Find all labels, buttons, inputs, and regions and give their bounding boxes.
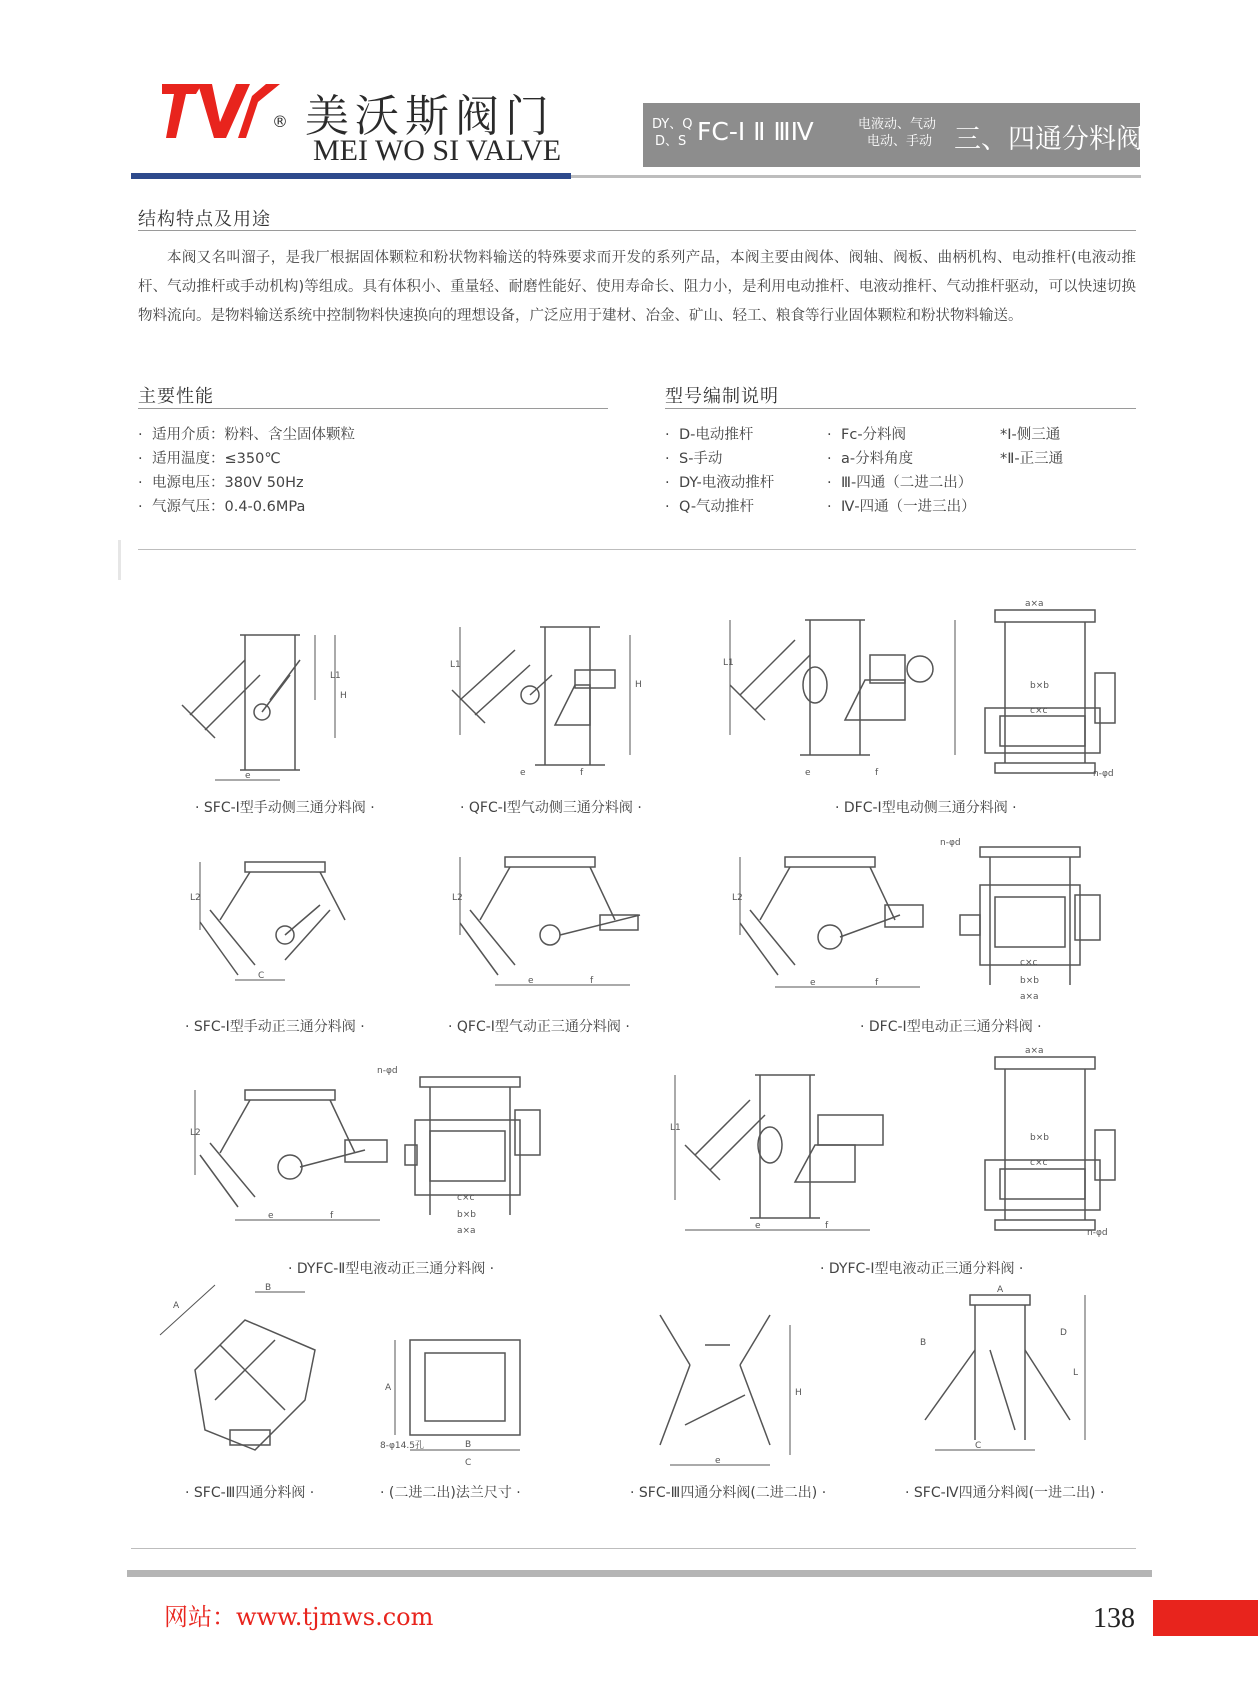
caption-dyfc-ii-front: · DYFC-Ⅱ型电液动正三通分料阀 ·	[288, 1261, 495, 1277]
list-item: · Fc-分料阀	[827, 427, 907, 443]
dfc-i-side-electric-endview	[975, 598, 1125, 783]
tvr-logo	[162, 82, 280, 140]
dyfc-i-endview	[975, 1045, 1125, 1240]
sfc-iii-4way-2in2out-drawing	[630, 1285, 810, 1485]
brand-name-cn: 美沃斯阀门	[305, 91, 555, 142]
list-item: · S-手动	[665, 451, 723, 467]
caption-sfc-i-front: · SFC-Ⅰ型手动正三通分料阀 ·	[185, 1019, 365, 1035]
dim-bxb: b×b	[1030, 681, 1049, 691]
dim-c: C	[258, 971, 265, 981]
dfc-i-front-electric-endview	[935, 835, 1105, 1015]
caption-flange: · (二进二出)法兰尺寸 ·	[380, 1485, 521, 1501]
sfc-iv-4way-1in2out-drawing	[905, 1280, 1095, 1480]
dim-e: e	[245, 771, 251, 781]
dim-e: e	[268, 1211, 274, 1221]
dim-cxc: c×c	[1020, 958, 1038, 968]
dim-axa: a×a	[1025, 1046, 1044, 1056]
list-item: · 适用温度：≤350℃	[138, 451, 281, 467]
title-prefix-bottom: D、S	[655, 134, 687, 149]
dyfc-ii-front-electrohydraulic-drawing	[190, 1075, 400, 1235]
dim-l2: L2	[452, 893, 463, 903]
model-col1	[665, 423, 774, 519]
dim-b: B	[920, 1338, 927, 1348]
page-tab-red	[1153, 1600, 1258, 1636]
title-model: FC-Ⅰ Ⅱ ⅢⅣ	[697, 117, 814, 146]
list-item: · Q-气动推杆	[665, 499, 755, 515]
dim-axa: a×a	[1020, 992, 1039, 1002]
dim-f: f	[590, 976, 594, 986]
qfc-i-front-pneumatic-drawing	[450, 845, 650, 1005]
qfc-i-side-pneumatic-drawing	[440, 615, 660, 785]
caption-sfc-iii-2in2out: · SFC-Ⅲ四通分料阀(二进二出) ·	[630, 1485, 827, 1501]
dfc-i-front-electric-drawing	[730, 845, 940, 1005]
performance-list	[138, 423, 355, 519]
header-rule-blue	[131, 173, 571, 179]
list-item: · 电源电压：380V 50Hz	[138, 475, 304, 491]
dim-l2: L2	[190, 893, 201, 903]
caption-dfc-i-side: · DFC-Ⅰ型电动侧三通分料阀 ·	[835, 800, 1017, 816]
list-item: · 气源气压：0.4-0.6MPa	[138, 499, 306, 515]
dim-l2: L2	[732, 893, 743, 903]
dim-bxb: b×b	[1030, 1133, 1049, 1143]
dim-nd: n-φd	[1093, 769, 1114, 779]
dim-axa: a×a	[457, 1226, 476, 1236]
list-item: · 适用介质：粉料、含尘固体颗粒	[138, 427, 355, 443]
dim-d: D	[1060, 1328, 1067, 1338]
structure-paragraph: 本阀又名叫溜子，是我厂根据固体颗粒和粉状物料输送的特殊要求而开发的系列产品，本阀主要由阀体、阀轴、阀板、曲柄机构、电动推杆(电液动推杆、气动推杆或手动机构)等组成。具有体积小、重量轻、耐磨性能好、使用寿命长、阻力小，是利用电动推杆、电液动推杆、气动推杆驱动，可以快速切换物料流向。是物料输送系统中控制物料快速换向的理想设备，广泛应用于建材、冶金、矿山、轻工、粮食等行业固体颗粒和粉状物料输送。	[138, 250, 1136, 324]
performance-title: 主要性能	[138, 386, 214, 407]
dim-h: H	[635, 680, 642, 690]
model-rule	[665, 408, 1136, 409]
list-item: · DY-电液动推杆	[665, 475, 775, 491]
dim-nd: n-φd	[940, 838, 961, 848]
performance-rule	[138, 408, 608, 409]
website-link[interactable]: 网站：www.tjmws.com	[164, 1603, 434, 1631]
sfc-i-side-manual-drawing	[180, 620, 380, 790]
dim-bxb: b×b	[457, 1210, 476, 1220]
dim-l1: L1	[670, 1123, 681, 1133]
caption-dyfc-i-side: · DYFC-Ⅰ型电液动正三通分料阀 ·	[820, 1261, 1024, 1277]
dim-cxc: c×c	[1030, 706, 1048, 716]
dim-l2: L2	[190, 1128, 201, 1138]
dim-a: A	[997, 1285, 1004, 1295]
dim-f: f	[330, 1211, 334, 1221]
flange-dimension-drawing	[375, 1325, 535, 1475]
dim-e: e	[528, 976, 534, 986]
dfc-i-side-electric-drawing	[720, 605, 980, 785]
dim-holes: 8-φ14.5孔	[380, 1441, 424, 1451]
sfc-i-front-manual-drawing	[190, 850, 370, 1000]
dim-bxb: b×b	[1020, 976, 1039, 986]
list-item: · Ⅲ-四通（二进二出）	[827, 475, 973, 491]
structure-rule	[138, 230, 1136, 231]
title-name: 三、四通分料阀	[954, 124, 1143, 155]
dim-e: e	[755, 1221, 761, 1231]
product-title-box	[643, 103, 1143, 167]
brand-name-en: MEI WO SI VALVE	[313, 134, 562, 167]
dim-c: C	[975, 1441, 982, 1451]
caption-qfc-i-side: · QFC-Ⅰ型气动侧三通分料阀 ·	[460, 800, 642, 816]
title-drive-bottom: 电动、手动	[867, 134, 933, 149]
list-item: *Ⅰ-侧三通	[1000, 427, 1061, 443]
model-col2	[827, 423, 976, 519]
dim-f: f	[580, 768, 584, 778]
bottom-rule	[131, 1548, 1136, 1549]
list-item: *Ⅱ-正三通	[1000, 451, 1064, 467]
dim-cxc: c×c	[1030, 1158, 1048, 1168]
dim-a: A	[385, 1383, 392, 1393]
header-rule-gray	[571, 175, 1141, 178]
dim-e: e	[520, 768, 526, 778]
list-item: · a-分料角度	[827, 451, 914, 467]
dim-h: H	[340, 691, 347, 701]
registered-mark: ®	[272, 112, 288, 131]
title-prefix-top: DY、Q	[652, 117, 693, 132]
dim-e: e	[805, 768, 811, 778]
dim-f: f	[875, 978, 879, 988]
model-title: 型号编制说明	[665, 386, 779, 407]
dim-l1: L1	[723, 658, 734, 668]
dim-e: e	[715, 1456, 721, 1466]
dyfc-ii-endview	[375, 1065, 555, 1240]
dim-c: C	[465, 1458, 472, 1468]
margin-mark	[118, 540, 121, 580]
dim-nd: n-φd	[377, 1066, 398, 1076]
dim-l1: L1	[450, 660, 461, 670]
footer-bar	[127, 1570, 1152, 1577]
dim-a: A	[173, 1301, 180, 1311]
page-number: 138	[1093, 1603, 1135, 1634]
caption-sfc-iii: · SFC-Ⅲ四通分料阀 ·	[185, 1485, 315, 1501]
model-col3	[1000, 423, 1063, 471]
dim-cxc: c×c	[457, 1193, 475, 1203]
dim-l1: L1	[330, 671, 341, 681]
dim-nd: n-φd	[1087, 1228, 1108, 1238]
section-divider	[138, 549, 1136, 550]
dim-b: B	[465, 1440, 472, 1450]
dim-f: f	[825, 1221, 829, 1231]
caption-qfc-i-front: · QFC-Ⅰ型气动正三通分料阀 ·	[448, 1019, 630, 1035]
dyfc-i-side-electrohydraulic-drawing	[670, 1060, 940, 1245]
dim-f: f	[875, 768, 879, 778]
caption-sfc-iv: · SFC-Ⅳ四通分料阀(一进二出) ·	[905, 1485, 1105, 1501]
dim-axa: a×a	[1025, 599, 1044, 609]
sfc-iii-4way-drawing	[145, 1280, 360, 1480]
list-item: · Ⅳ-四通（一进三出）	[827, 499, 976, 515]
dim-l: L	[1073, 1368, 1079, 1378]
caption-dfc-i-front: · DFC-Ⅰ型电动正三通分料阀 ·	[860, 1019, 1042, 1035]
structure-title: 结构特点及用途	[138, 209, 271, 230]
dim-e: e	[810, 978, 816, 988]
dim-h: H	[795, 1388, 802, 1398]
dim-b: B	[265, 1283, 272, 1293]
list-item: · D-电动推杆	[665, 427, 754, 443]
title-drive-top: 电液动、气动	[858, 117, 937, 132]
caption-sfc-i-side: · SFC-Ⅰ型手动侧三通分料阀 ·	[195, 800, 375, 816]
